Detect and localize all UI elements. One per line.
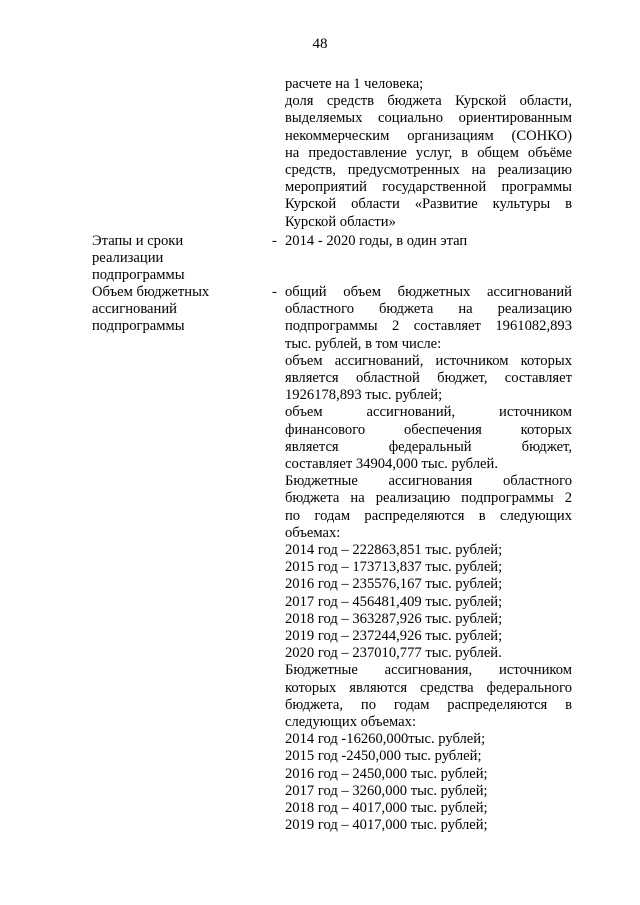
budget-line: Бюджетные ассигнования, источником [285,662,572,679]
budget-line: является федеральный бюджет, [285,438,572,455]
budget-year-line: 2017 год – 456481,409 тыс. рублей; [285,593,503,610]
budget-line: тыс. рублей, в том числе: [285,335,442,352]
budget-label-line: подпрограммы [92,318,185,335]
intro-line: Курской области» [285,213,396,230]
federal-year-line: 2016 год – 2450,000 тыс. рублей; [285,765,488,782]
budget-line: составляет 34904,000 тыс. рублей. [285,456,498,473]
budget-line: 1926178,893 тыс. рублей; [285,387,443,404]
budget-line: Бюджетные ассигнования областного [285,473,572,490]
intro-line: на предоставление услуг, в общем объёме [285,144,572,161]
federal-year-line: 2017 год – 3260,000 тыс. рублей; [285,782,488,799]
budget-year-line: 2014 год – 222863,851 тыс. рублей; [285,542,503,559]
budget-line: финансового обеспечения которых [285,421,572,438]
federal-year-line: 2015 год -2450,000 тыс. рублей; [285,748,482,765]
intro-line: выделяемых социально ориентированным [285,110,572,127]
budget-year-line: 2018 год – 363287,926 тыс. рублей; [285,610,503,627]
intro-text-block [285,76,572,231]
stages-value [285,233,572,250]
budget-line: объем ассигнований, источником [285,404,572,421]
stages-label-line: реализации [92,250,164,267]
intro-line: средств, предусмотренных на реализацию [285,162,572,179]
intro-line: расчете на 1 человека; [285,76,424,92]
budget-line: общий объем бюджетных ассигнований [285,284,572,300]
federal-year-line: 2014 год -16260,000тыс. рублей; [285,731,486,748]
budget-line: объемах: [285,524,341,541]
stages-label [92,233,262,285]
stages-dash: - [272,233,277,249]
intro-line: доля средств бюджета Курской области, [285,93,572,110]
stages-label-line: подпрограммы [92,267,185,284]
budget-line: объем ассигнований, источником которых [285,352,572,369]
budget-line: по годам распределяются в следующих [285,507,572,524]
budget-dash: - [272,284,277,300]
federal-year-line: 2018 год – 4017,000 тыс. рублей; [285,800,488,817]
budget-label [92,284,262,336]
budget-text-block [285,284,572,835]
budget-year-line: 2020 год – 237010,777 тыс. рублей. [285,645,502,662]
stages-value-text: 2014 - 2020 годы, в один этап [285,233,468,249]
federal-year-line: 2019 год – 4017,000 тыс. рублей; [285,817,488,834]
budget-line: следующих объемах: [285,714,417,731]
budget-year-line: 2015 год – 173713,837 тыс. рублей; [285,559,503,576]
stages-label-line: Этапы и сроки [92,233,184,249]
budget-line: областного бюджета на реализацию [285,301,572,318]
intro-line: Курской области «Развитие культуры в [285,196,572,213]
budget-line: является областной бюджет, составляет [285,370,572,387]
intro-line: мероприятий государственной программы [285,179,572,196]
budget-year-line: 2019 год – 237244,926 тыс. рублей; [285,628,503,645]
budget-label-line: ассигнований [92,301,177,318]
budget-line: которых являются средства федерального [285,679,572,696]
budget-year-line: 2016 год – 235576,167 тыс. рублей; [285,576,503,593]
budget-line: бюджета, по годам распределяются в [285,696,572,713]
intro-line: некоммерческим организациям (СОНКО) [285,127,572,144]
budget-line: бюджета на реализацию подпрограммы 2 [285,490,572,507]
budget-line: подпрограммы 2 составляет 1961082,893 [285,318,572,335]
budget-label-line: Объем бюджетных [92,284,210,300]
page-number: 48 [312,36,328,52]
